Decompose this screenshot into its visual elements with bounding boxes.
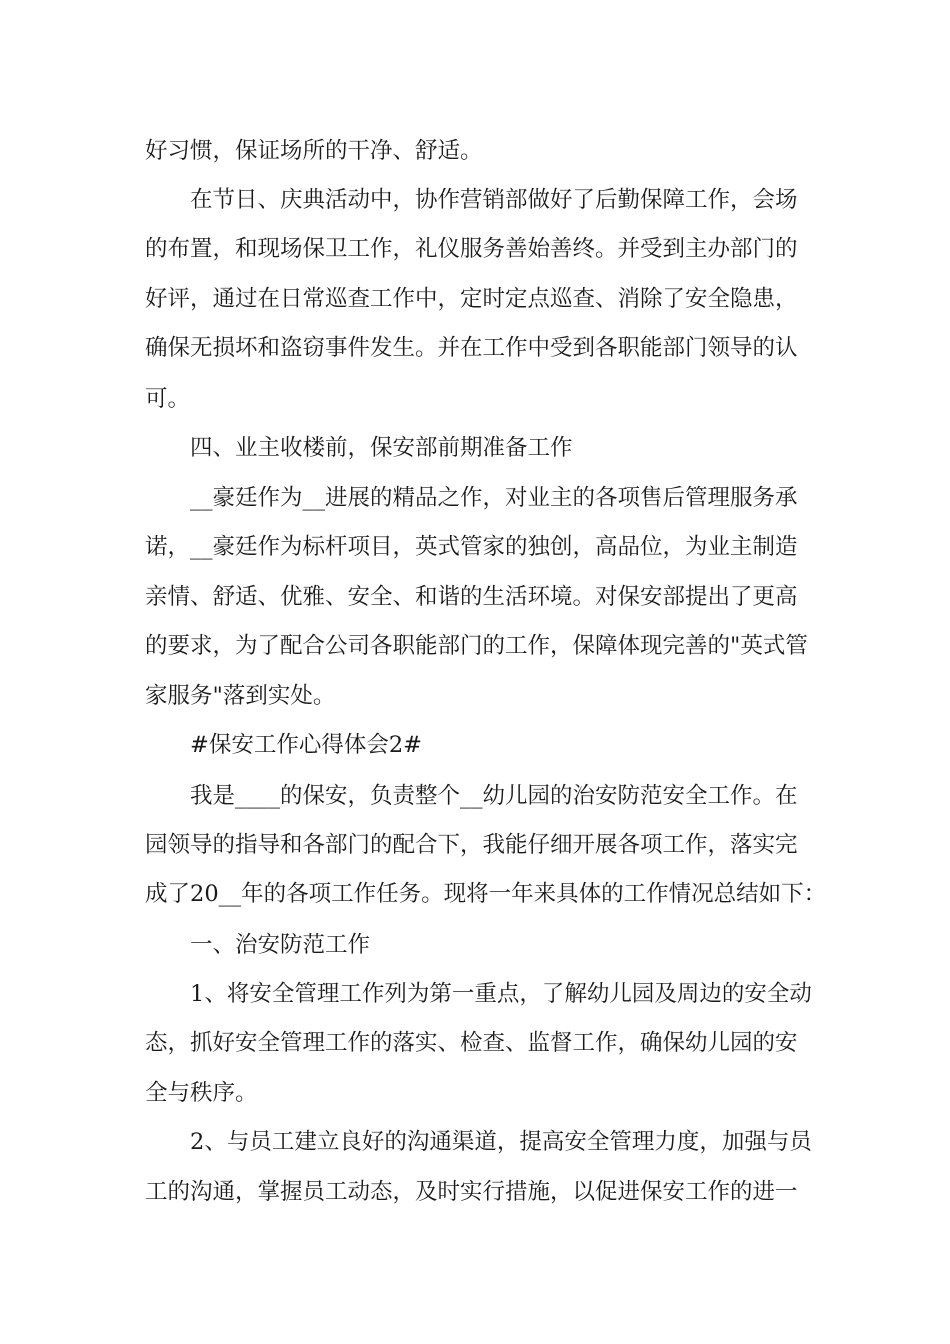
line-text: 家服务"落到实处。 bbox=[145, 683, 336, 709]
paragraph-line bbox=[0, 527, 950, 567]
line-text: 诺，__豪廷作为标杆项目，英式管家的独创，高品位，为业主制造 bbox=[145, 534, 798, 560]
section-heading bbox=[0, 428, 950, 468]
section-heading bbox=[0, 725, 950, 765]
line-text: #保安工作心得体会2# bbox=[190, 732, 423, 758]
line-text: 在节日、庆典活动中，协作营销部做好了后勤保障工作，会场 bbox=[190, 187, 798, 213]
line-text: 我是____的保安，负责整个__幼儿园的治安防范安全工作。在 bbox=[190, 783, 798, 809]
paragraph-line bbox=[0, 131, 950, 171]
paragraph-line bbox=[0, 379, 950, 419]
line-text: 好评，通过在日常巡查工作中，定时定点巡查、消除了安全隐患， bbox=[145, 286, 798, 312]
line-text: 亲情、舒适、优雅、安全、和谐的生活环境。对保安部提出了更高 bbox=[145, 584, 798, 610]
line-text: 一、治安防范工作 bbox=[190, 932, 371, 958]
paragraph-line bbox=[0, 229, 950, 269]
paragraph-line bbox=[0, 1172, 950, 1212]
line-text: 的要求，为了配合公司各职能部门的工作，保障体现完善的"英式管 bbox=[145, 633, 808, 659]
paragraph-line bbox=[0, 328, 950, 368]
line-text: 成了20__年的各项工作任务。现将一年来具体的工作情况总结如下： bbox=[145, 881, 827, 907]
paragraph-line bbox=[0, 1023, 950, 1063]
line-text: 全与秩序。 bbox=[145, 1080, 258, 1106]
paragraph-line bbox=[0, 974, 950, 1014]
paragraph-line bbox=[0, 478, 950, 518]
paragraph-line bbox=[0, 776, 950, 816]
line-text: 园领导的指导和各部门的配合下，我能仔细开展各项工作，落实完 bbox=[145, 832, 798, 858]
line-text: 可。 bbox=[145, 386, 191, 412]
line-text: 好习惯，保证场所的干净、舒适。 bbox=[145, 138, 483, 164]
paragraph-line bbox=[0, 626, 950, 666]
paragraph-line bbox=[0, 825, 950, 865]
line-text: 的布置，和现场保卫工作，礼仪服务善始善终。并受到主办部门的 bbox=[145, 236, 798, 262]
paragraph-line bbox=[0, 180, 950, 220]
paragraph-line bbox=[0, 279, 950, 319]
line-text: 四、业主收楼前，保安部前期准备工作 bbox=[190, 435, 573, 461]
paragraph-line bbox=[0, 874, 950, 914]
line-text: 确保无损坏和盗窃事件发生。并在工作中受到各职能部门领导的认 bbox=[145, 335, 798, 361]
paragraph-line bbox=[0, 1073, 950, 1113]
paragraph-line bbox=[0, 676, 950, 716]
line-text: __豪廷作为__进展的精品之作，对业主的各项售后管理服务承 bbox=[190, 485, 798, 511]
line-text: 态，抓好安全管理工作的落实、检查、监督工作，确保幼儿园的安 bbox=[145, 1030, 798, 1056]
line-text: 2、与员工建立良好的沟通渠道，提高安全管理力度，加强与员 bbox=[190, 1129, 812, 1155]
line-text: 1、将安全管理工作列为第一重点，了解幼儿园及周边的安全动 bbox=[190, 981, 812, 1007]
paragraph-line bbox=[0, 577, 950, 617]
paragraph-line bbox=[0, 1122, 950, 1162]
line-text: 工的沟通，掌握员工动态，及时实行措施，以促进保安工作的进一 bbox=[145, 1179, 798, 1205]
section-heading bbox=[0, 925, 950, 965]
